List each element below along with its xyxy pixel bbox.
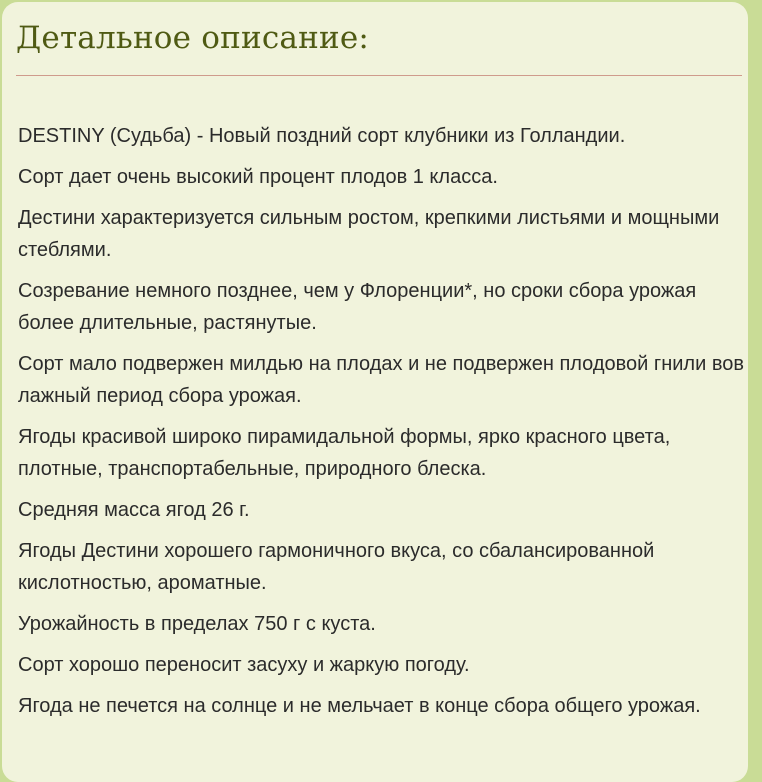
section-title: Детальное описание: [16, 20, 370, 56]
description-paragraph: Ягоды Дестини хорошего гармоничного вкуса, со сбалансированной кислотностью, ароматные. [18, 540, 655, 594]
description-paragraph: Сорт дает очень высокий процент плодов 1 класса. [18, 166, 498, 188]
description-paragraph: Сорт мало подвержен милдью на плодах и не подвержен плодовой гнили вов лажный период сбора урожая. [18, 353, 744, 407]
description-body [18, 120, 746, 731]
description-paragraph: Сорт хорошо переносит засуху и жаркую погоду. [18, 654, 470, 676]
description-paragraph: Урожайность в пределах 750 г с куста. [18, 613, 376, 635]
description-paragraph: Ягода не печется на солнце и не мельчает в конце сбора общего урожая. [18, 695, 701, 717]
description-paragraph: Созревание немного позднее, чем у Флоренции*, но сроки сбора урожая более длительные, растянутые. [18, 280, 697, 334]
title-divider [16, 75, 742, 76]
description-card [2, 2, 748, 782]
description-paragraph: Средняя масса ягод 26 г. [18, 499, 250, 521]
description-paragraph: Дестини характеризуется сильным ростом, крепкими листьями и мощными стеблями. [18, 207, 720, 261]
description-paragraph: Ягоды красивой широко пирамидальной формы, ярко красного цвета, плотные, транспортабельные, природного блеска. [18, 426, 671, 480]
description-paragraph: DESTINY (Судьба) - Новый поздний сорт клубники из Голландии. [18, 125, 626, 147]
